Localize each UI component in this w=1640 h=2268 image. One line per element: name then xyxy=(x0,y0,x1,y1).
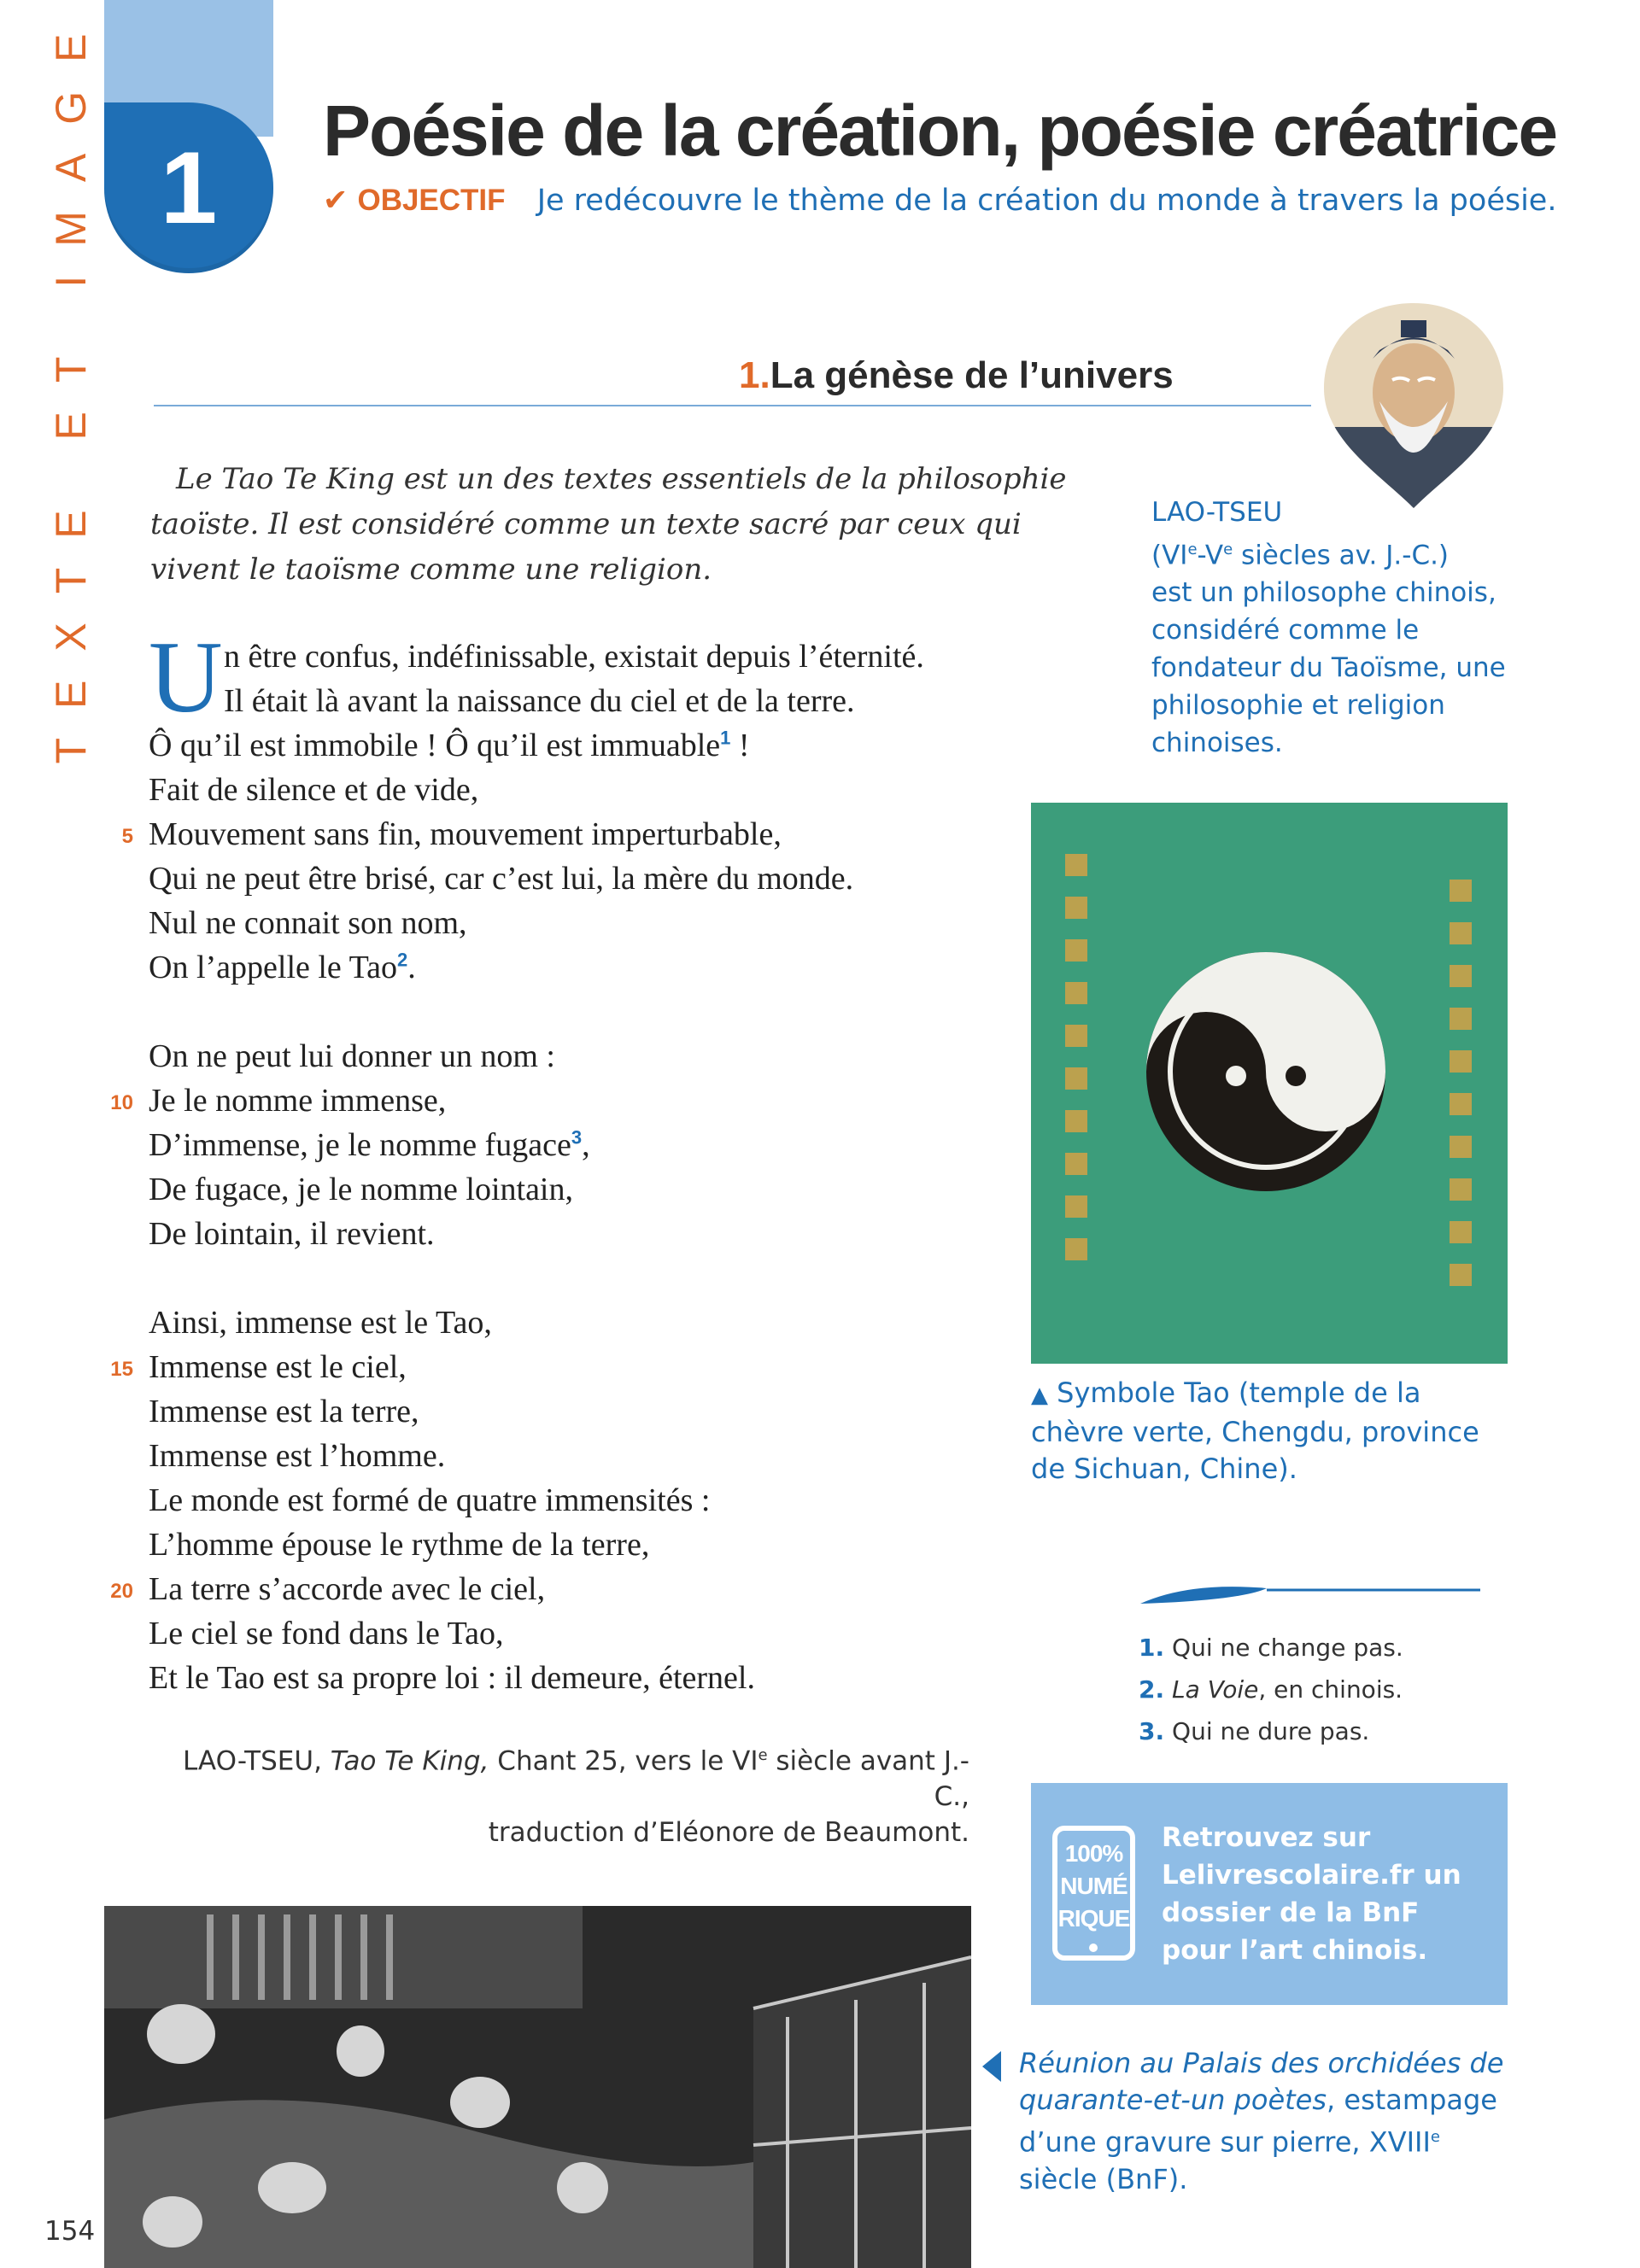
section-divider xyxy=(154,405,1311,406)
badge-line: 100% xyxy=(1064,1840,1123,1867)
poem-line: Ainsi, immense est le Tao, xyxy=(149,1305,492,1341)
bio-text: est un philosophe chinois, considéré comme le fondateur du Taoïsme, une philosophie et religion chinoises. xyxy=(1151,577,1506,759)
footnote-num: 2. xyxy=(1139,1675,1165,1704)
tao-caption xyxy=(1031,1375,1509,1488)
footnote-num: 1. xyxy=(1139,1634,1165,1662)
poem-line: Mouvement sans fin, mouvement imperturbable, xyxy=(149,816,782,852)
footnote-num: 3. xyxy=(1139,1717,1165,1745)
poem-line: Immense est l’homme. xyxy=(149,1438,446,1474)
footnote-text: Qui ne change pas. xyxy=(1172,1634,1403,1662)
line-number: 5 xyxy=(121,825,133,848)
poem-line xyxy=(149,949,416,986)
bio-sup-a: e xyxy=(1187,541,1198,558)
poem-line: Le monde est formé de quatre immensités : xyxy=(149,1482,711,1518)
poem-line: Nul ne connait son nom, xyxy=(149,905,467,941)
digital-badge xyxy=(1056,1838,1132,1935)
poem-line: n être confus, indéfinissable, existait depuis l’éternité. xyxy=(224,639,924,675)
bio-dates-a: (VI xyxy=(1151,540,1188,571)
source-work: Tao Te King, xyxy=(330,1745,489,1777)
line-number: 20 xyxy=(110,1580,133,1603)
note-ref: 2 xyxy=(397,949,408,971)
footnotes xyxy=(1139,1627,1497,1752)
line-number: 10 xyxy=(110,1091,133,1114)
footnote-text: Qui ne dure pas. xyxy=(1172,1717,1370,1745)
badge-line: NUMÉ xyxy=(1060,1873,1128,1899)
yin-yang-icon xyxy=(1146,952,1385,1191)
poem-line: L’homme épouse le rythme de la terre, xyxy=(149,1527,650,1563)
objective-line xyxy=(323,184,1556,218)
engraving-image xyxy=(104,1906,971,2268)
section-number: 1. xyxy=(739,354,770,396)
poem-line: De lointain, il revient. xyxy=(149,1216,435,1252)
page-title: Poésie de la création, poésie créatrice xyxy=(323,91,1557,171)
line-number: 15 xyxy=(110,1358,133,1381)
poem-line-text: D’immense, je le nomme fugace xyxy=(149,1127,571,1163)
note-ref: 3 xyxy=(571,1126,583,1149)
poem-line: La terre s’accorde avec le ciel, xyxy=(149,1571,546,1607)
poem-line: Il était là avant la naissance du ciel et de la terre. xyxy=(224,683,855,719)
source-details-2: siècle avant J.-C., xyxy=(767,1745,969,1813)
triangle-left-icon xyxy=(982,2051,1001,2082)
poem-line-text: Ô qu’il est immobile ! Ô qu’il est immuable xyxy=(149,728,721,763)
poem-line xyxy=(149,1126,590,1164)
objective-label: OBJECTIF xyxy=(357,184,506,217)
footnote-italic: La Voie xyxy=(1172,1675,1259,1704)
engraving-caption xyxy=(1019,2045,1523,2198)
poem-line: Immense est le ciel, xyxy=(149,1349,407,1385)
poem-line: Immense est la terre, xyxy=(149,1394,419,1429)
poem-line: Le ciel se fond dans le Tao, xyxy=(149,1616,504,1651)
feather-quill-icon xyxy=(1139,1580,1480,1605)
poem-line xyxy=(149,727,750,764)
poem-dropcap: U xyxy=(149,620,223,734)
bio-name: LAO-TSEU xyxy=(1151,497,1283,528)
check-icon: ✔ xyxy=(323,184,348,218)
page-number: 154 xyxy=(44,2216,96,2247)
poem-line: De fugace, je le nomme lointain, xyxy=(149,1172,573,1207)
engraving-caption-rest: , estampage d’une gravure sur pierre, XVIII xyxy=(1019,2084,1497,2159)
footnote-3 xyxy=(1139,1710,1497,1752)
source-translation: traduction d’Eléonore de Beaumont. xyxy=(488,1817,969,1849)
poem-line: Qui ne peut être brisé, car c’est lui, la mère du monde. xyxy=(149,861,854,897)
source-author: LAO-TSEU, xyxy=(182,1745,331,1777)
poem-line: Fait de silence et de vide, xyxy=(149,772,479,808)
source-line-1 xyxy=(171,1738,969,1815)
note-ref: 1 xyxy=(720,727,731,749)
engraving-caption-title: Réunion au Palais des orchidées de quarante-et-un poètes xyxy=(1019,2047,1504,2116)
objective-text: Je redécouvre le thème de la création du monde à travers la poésie. xyxy=(536,184,1557,218)
poem-line-text: On l’appelle le Tao xyxy=(149,950,398,985)
author-bio xyxy=(1151,494,1510,762)
digital-resource-text[interactable]: Retrouvez sur Lelivrescolaire.fr un dossier de la BnF pour l’art chinois. xyxy=(1162,1822,1461,1966)
bio-sup-b: e xyxy=(1223,541,1233,558)
poem-punct: , xyxy=(582,1127,590,1163)
poem-punct: . xyxy=(407,950,416,985)
bio-dates-c: siècles av. J.-C.) xyxy=(1233,540,1450,571)
chapter-number: 1 xyxy=(160,131,218,245)
bio-dates xyxy=(1151,531,1510,574)
source-details: Chant 25, vers le VI xyxy=(489,1745,758,1777)
section-title-text: La génèse de l’univers xyxy=(770,354,1174,396)
poem-punct: ! xyxy=(730,728,750,763)
poem-line: Je le nomme immense, xyxy=(149,1083,447,1119)
tao-symbol-image xyxy=(1031,803,1508,1364)
intro-paragraph: Le Tao Te King est un des textes essentiels de la philosophie taoïste. Il est considéré comme un texte sacré par ceux qui vivent le taoïsme comme une religion. xyxy=(150,462,1067,587)
poem-line: Et le Tao est sa propre loi : il demeure, éternel. xyxy=(149,1660,755,1696)
poem-line: On ne peut lui donner un nom : xyxy=(149,1038,555,1074)
engraving-caption-sup: e xyxy=(1430,2128,1440,2146)
engraving-caption-end: siècle (BnF). xyxy=(1019,2162,1188,2195)
footnote-text: , en chinois. xyxy=(1258,1675,1403,1704)
phone-button-dot xyxy=(1089,1944,1098,1952)
bio-dates-b: -V xyxy=(1197,540,1224,571)
footnote-2 xyxy=(1139,1669,1497,1710)
badge-line: RIQUE xyxy=(1057,1905,1130,1932)
footnote-1 xyxy=(1139,1627,1497,1669)
lao-tseu-portrait xyxy=(1320,299,1508,512)
side-label-text: TEXTE ET IMAGE xyxy=(47,4,95,764)
triangle-up-icon: ▲ xyxy=(1031,1382,1048,1408)
source-sup: e xyxy=(758,1746,768,1764)
tao-caption-text: Symbole Tao (temple de la chèvre verte, Chengdu, province de Sichuan, Chine). xyxy=(1031,1377,1479,1485)
section-heading xyxy=(739,354,1174,397)
poem-source xyxy=(171,1738,969,1850)
